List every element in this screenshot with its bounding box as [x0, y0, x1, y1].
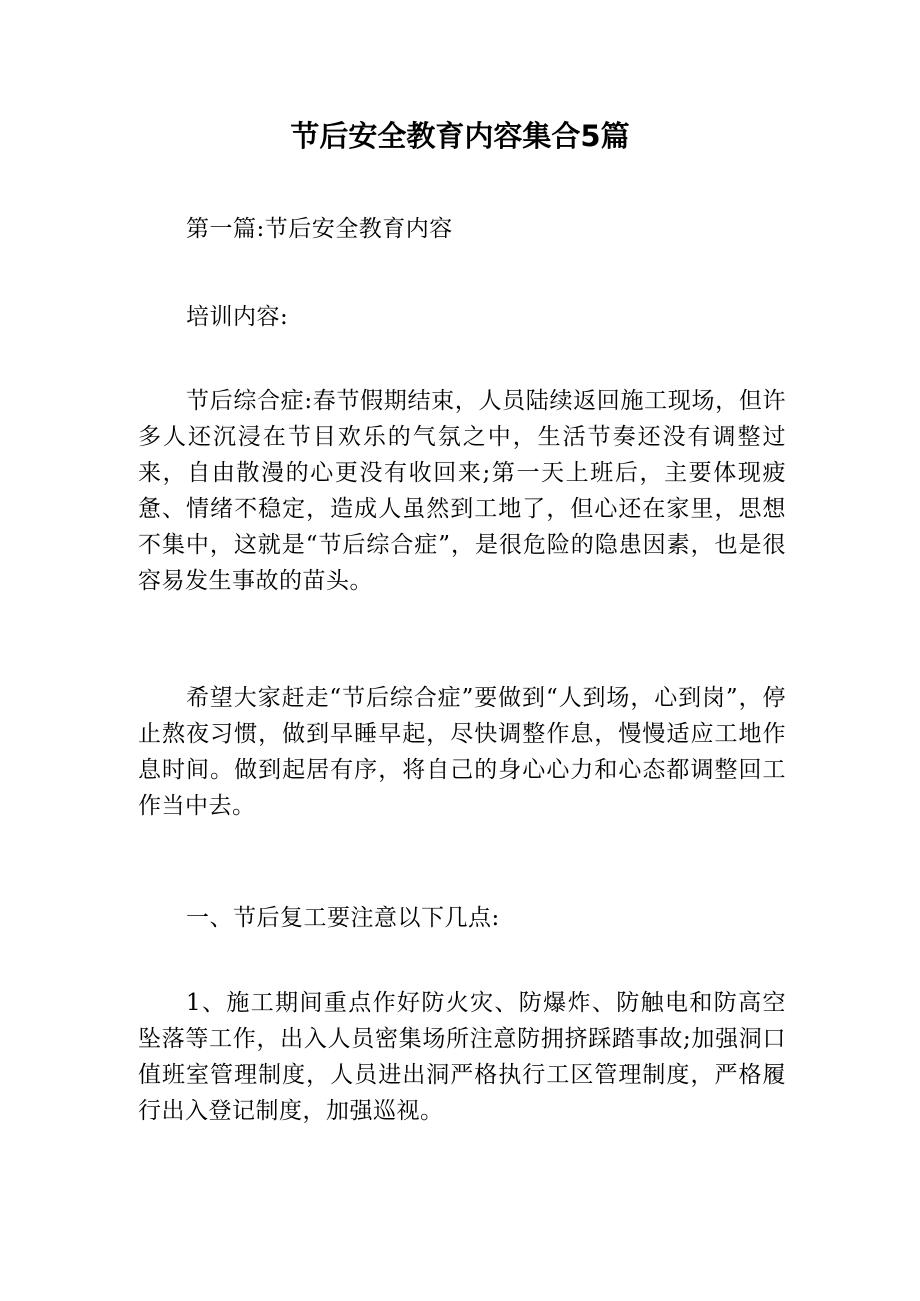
training-content-label: 培训内容:: [186, 304, 289, 330]
paragraph-hope: 希望大家赶走“节后综合症”要做到“人到场，心到岗”，停止熬夜习惯，做到早睡早起，尽快调整作息，慢慢适应工地作息时间。做到起居有序，将自己的身心心力和心态都调整回工作当中去。: [138, 685, 786, 819]
section-heading-attention-points: 一、节后复工要注意以下几点:: [186, 905, 500, 931]
section-heading-first: 第一篇:节后安全教育内容: [186, 216, 453, 242]
paragraph-holiday-syndrome: 节后综合症:春节假期结束，人员陆续返回施工现场，但许多人还沉浸在节目欢乐的气氛之中，生活节奏还没有调整过来，自由散漫的心更没有收回来;第一天上班后，主要体现疲惫、情绪不稳定，造成人虽然到工地了，但心还在家里，思想不集中，这就是“节后综合症”，是很危险的隐患因素，也是很容易发生事故的苗头。: [138, 388, 786, 594]
paragraph-point-one: 1、施工期间重点作好防火灾、防爆炸、防触电和防高空坠落等工作，出入人员密集场所注意防拥挤踩踏事故;加强洞口值班室管理制度，人员进出洞严格执行工区管理制度，严格履行出入登记制度，加强巡视。: [138, 990, 786, 1124]
document-title: 节后安全教育内容集合5篇: [290, 119, 630, 153]
